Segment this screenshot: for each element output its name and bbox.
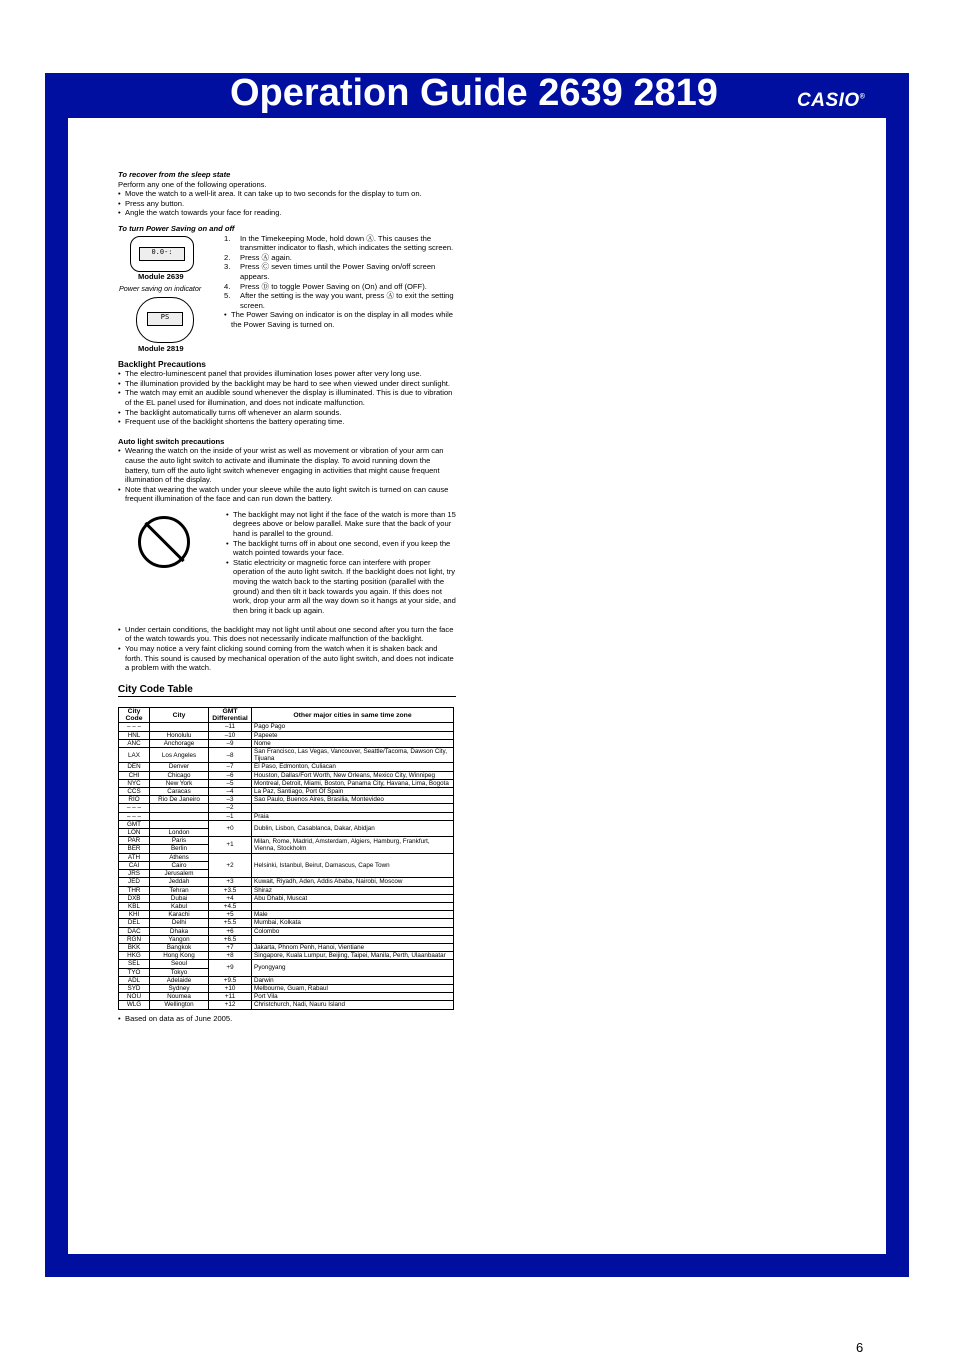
cell-code: SYD bbox=[119, 984, 150, 992]
step-item: 5. After the setting is the way you want, press Ⓐ to exit the setting screen. bbox=[224, 291, 456, 310]
cell-code: NYC bbox=[119, 779, 150, 787]
step-item: 4. Press Ⓓ to toggle Power Saving on (On) and off (OFF). bbox=[224, 282, 456, 292]
cell-other: Papeete bbox=[252, 731, 454, 739]
cell-city: Bangkok bbox=[150, 943, 209, 951]
table-row bbox=[119, 1001, 454, 1009]
cell-other: Abu Dhabi, Muscat bbox=[252, 894, 454, 902]
cell-code: – – – bbox=[119, 804, 150, 812]
step-item: 3. Press Ⓒ seven times until the Power Saving on/off screen appears. bbox=[224, 262, 456, 281]
cell-other: Nome bbox=[252, 739, 454, 747]
cell-gmt: +9.5 bbox=[209, 976, 252, 984]
cell-other: Kuwait, Riyadh, Aden, Addis Ababa, Nairobi, Moscow bbox=[252, 878, 454, 886]
city-table-heading: City Code Table bbox=[118, 685, 456, 698]
cell-gmt: –8 bbox=[209, 748, 252, 763]
cell-gmt: –2 bbox=[209, 804, 252, 812]
cell-city: Rio De Janeiro bbox=[150, 796, 209, 804]
cell-other: Port Vila bbox=[252, 993, 454, 1001]
cell-gmt: +6.5 bbox=[209, 935, 252, 943]
power-saving-note bbox=[224, 310, 456, 329]
cell-other: El Paso, Edmonton, Culiacan bbox=[252, 763, 454, 771]
cell-city bbox=[150, 820, 209, 828]
cell-city: Athens bbox=[150, 853, 209, 861]
module-2639-caption: Module 2639 bbox=[138, 271, 184, 281]
table-row bbox=[119, 837, 454, 845]
cell-gmt: –9 bbox=[209, 739, 252, 747]
list-item: • Note that wearing the watch under your sleeve while the auto light switch is turned on can cause frequent illumination of the face and can run down the battery. bbox=[118, 485, 456, 504]
power-saving-steps bbox=[224, 234, 456, 330]
list-item: • You may notice a very faint clicking sound coming from the watch when it is shaken back and forth. This sound is caused by mechanical operation of the auto light switch, and does not indicate a problem with the watch. bbox=[118, 644, 456, 673]
cell-city: Dubai bbox=[150, 894, 209, 902]
cell-other: Shiraz bbox=[252, 886, 454, 894]
list-item: • Move the watch to a well-lit area. It can take up to two seconds for the display to turn on. bbox=[118, 189, 456, 199]
page-title: Operation Guide 2639 2819 bbox=[230, 72, 718, 114]
cell-city: Wellington bbox=[150, 1001, 209, 1009]
cell-code: JED bbox=[119, 878, 150, 886]
cell-code: ANC bbox=[119, 739, 150, 747]
table-row bbox=[119, 894, 454, 902]
cell-city: Anchorage bbox=[150, 739, 209, 747]
cell-city: Los Angeles bbox=[150, 748, 209, 763]
list-item: • The watch may emit an audible sound whenever the display is illuminated. This is due to vibration of the EL panel used for illumination, and does not indicate malfunction. bbox=[118, 388, 456, 407]
cell-code: CAI bbox=[119, 861, 150, 869]
cell-gmt: +4.5 bbox=[209, 902, 252, 910]
steps-list bbox=[224, 234, 456, 311]
watch-lcd: PS bbox=[147, 312, 183, 326]
page-number: 6 bbox=[856, 1340, 864, 1355]
cell-code: LON bbox=[119, 829, 150, 837]
cell-city: Tokyo bbox=[150, 968, 209, 976]
main-column bbox=[118, 170, 456, 1023]
table-row bbox=[119, 886, 454, 894]
cell-city: New York bbox=[150, 779, 209, 787]
cell-gmt: +9 bbox=[209, 960, 252, 976]
auto-light-list bbox=[118, 446, 456, 504]
city-code-table bbox=[118, 707, 454, 1009]
table-row bbox=[119, 723, 454, 731]
watch-figures bbox=[118, 234, 226, 354]
cell-gmt: +5.5 bbox=[209, 919, 252, 927]
cell-code: WLG bbox=[119, 1001, 150, 1009]
list-item: • The electro-luminescent panel that provides illumination loses power after very long use. bbox=[118, 369, 456, 379]
table-row bbox=[119, 952, 454, 960]
cell-gmt: –10 bbox=[209, 731, 252, 739]
power-saving-block bbox=[118, 234, 456, 354]
cell-city: Delhi bbox=[150, 919, 209, 927]
col-city: City bbox=[150, 708, 209, 723]
cell-city: Karachi bbox=[150, 911, 209, 919]
cell-gmt: –4 bbox=[209, 788, 252, 796]
no-watch-tilt-icon bbox=[138, 516, 190, 568]
list-item: • The backlight may not light if the face of the watch is more than 15 degrees above or below parallel. Make sure that the back of your hand is parallel to the ground. bbox=[226, 510, 456, 539]
cell-code: RIO bbox=[119, 796, 150, 804]
cell-code: KHI bbox=[119, 911, 150, 919]
cell-code: HKG bbox=[119, 952, 150, 960]
cell-gmt: +5 bbox=[209, 911, 252, 919]
table-row bbox=[119, 976, 454, 984]
cell-other: Melbourne, Guam, Rabaul bbox=[252, 984, 454, 992]
cell-other: Dublin, Lisbon, Casablanca, Dakar, Abidjan bbox=[252, 820, 454, 836]
cell-city: Sydney bbox=[150, 984, 209, 992]
cell-city: Honolulu bbox=[150, 731, 209, 739]
step-item: 2. Press Ⓐ again. bbox=[224, 253, 456, 263]
module-2819-caption: Module 2819 bbox=[138, 343, 184, 353]
table-row bbox=[119, 812, 454, 820]
cell-other: San Francisco, Las Vegas, Vancouver, Seattle/Tacoma, Dawson City, Tijuana bbox=[252, 748, 454, 763]
col-gmt: GMT Differential bbox=[209, 708, 252, 723]
cell-gmt: +8 bbox=[209, 952, 252, 960]
cell-code: GMT bbox=[119, 820, 150, 828]
cell-gmt: –3 bbox=[209, 796, 252, 804]
sleep-heading: To recover from the sleep state bbox=[118, 170, 231, 179]
cell-gmt: +11 bbox=[209, 993, 252, 1001]
cell-code: RGN bbox=[119, 935, 150, 943]
cell-gmt: +4 bbox=[209, 894, 252, 902]
cell-other: Male bbox=[252, 911, 454, 919]
table-row bbox=[119, 779, 454, 787]
cell-other: Sao Paulo, Buenos Aires, Brasilia, Montevideo bbox=[252, 796, 454, 804]
power-saving-indicator-caption: Power saving on indicator bbox=[119, 283, 202, 293]
cell-other: Helsinki, Istanbul, Beirut, Damascus, Cape Town bbox=[252, 853, 454, 878]
list-item: • The illumination provided by the backlight may be hard to see when viewed under direct sunlight. bbox=[118, 379, 456, 389]
cell-other: Mumbai, Kolkata bbox=[252, 919, 454, 927]
table-row bbox=[119, 853, 454, 861]
cell-other: Pyongyang bbox=[252, 960, 454, 976]
backlight-heading: Backlight Precautions bbox=[118, 358, 206, 369]
auto-light-heading: Auto light switch precautions bbox=[118, 436, 225, 446]
cell-city: Seoul bbox=[150, 960, 209, 968]
cell-code: – – – bbox=[119, 723, 150, 731]
cell-code: PAR bbox=[119, 837, 150, 845]
cell-gmt: –5 bbox=[209, 779, 252, 787]
cell-code: NOU bbox=[119, 993, 150, 1001]
cell-city: Berlin bbox=[150, 845, 209, 853]
auto-light-side-notes bbox=[226, 510, 456, 616]
table-row bbox=[119, 739, 454, 747]
table-row bbox=[119, 771, 454, 779]
cell-other bbox=[252, 902, 454, 910]
cell-other: Montreal, Detroit, Miami, Boston, Panama City, Havana, Lima, Bogota bbox=[252, 779, 454, 787]
cell-code: BER bbox=[119, 845, 150, 853]
cell-city: Paris bbox=[150, 837, 209, 845]
list-item: • Wearing the watch on the inside of your wrist as well as movement or vibration of your arm can cause the auto light switch to activate and illuminate the display. To avoid running down the battery, turn off the auto light switch whenever engaging in activities that might cause frequent illumination of the display. bbox=[118, 446, 456, 484]
cell-gmt: +2 bbox=[209, 853, 252, 878]
table-note bbox=[118, 1014, 456, 1024]
cell-code: DEL bbox=[119, 919, 150, 927]
cell-city: Yangon bbox=[150, 935, 209, 943]
cell-gmt: –7 bbox=[209, 763, 252, 771]
cell-code: JRS bbox=[119, 870, 150, 878]
cell-city: Jeddah bbox=[150, 878, 209, 886]
cell-city bbox=[150, 804, 209, 812]
cell-gmt: +1 bbox=[209, 837, 252, 853]
cell-code: BKK bbox=[119, 943, 150, 951]
cell-gmt: –1 bbox=[209, 812, 252, 820]
col-other-cities: Other major cities in same time zone bbox=[252, 708, 454, 723]
cell-other: Milan, Rome, Madrid, Amsterdam, Algiers, Hamburg, Frankfurt, Vienna, Stockholm bbox=[252, 837, 454, 853]
cell-code: DXB bbox=[119, 894, 150, 902]
cell-other: Houston, Dallas/Fort Worth, New Orleans, Mexico City, Winnipeg bbox=[252, 771, 454, 779]
table-row bbox=[119, 927, 454, 935]
cell-code: DEN bbox=[119, 763, 150, 771]
list-item: • Based on data as of June 2005. bbox=[118, 1014, 456, 1024]
cell-code: THR bbox=[119, 886, 150, 894]
table-row bbox=[119, 788, 454, 796]
cell-other: Praia bbox=[252, 812, 454, 820]
table-row bbox=[119, 804, 454, 812]
table-row bbox=[119, 748, 454, 763]
table-row bbox=[119, 935, 454, 943]
cell-gmt: +12 bbox=[209, 1001, 252, 1009]
watch-lcd: 0.0-: bbox=[139, 247, 185, 261]
cell-city: London bbox=[150, 829, 209, 837]
cell-other: Pago Pago bbox=[252, 723, 454, 731]
step-item: 1. In the Timekeeping Mode, hold down Ⓐ. This causes the transmitter indicator to flash, which indicates the setting screen. bbox=[224, 234, 456, 253]
cell-code: SEL bbox=[119, 960, 150, 968]
col-city-code: City Code bbox=[119, 708, 150, 723]
cell-other: Singapore, Kuala Lumpur, Beijing, Taipei, Manila, Perth, Ulaanbaatar bbox=[252, 952, 454, 960]
cell-other: Colombo bbox=[252, 927, 454, 935]
cell-city: Caracas bbox=[150, 788, 209, 796]
watch-2819-illustration bbox=[136, 297, 194, 343]
backlight-list bbox=[118, 369, 456, 427]
table-row bbox=[119, 993, 454, 1001]
cell-code: HNL bbox=[119, 731, 150, 739]
list-item: • Under certain conditions, the backlight may not light until about one second after you turn the face of the watch towards you. This does not necessarily indicate malfunction of the backlight. bbox=[118, 625, 456, 644]
cell-other: La Paz, Santiago, Port Of Spain bbox=[252, 788, 454, 796]
table-row bbox=[119, 731, 454, 739]
cell-city: Dhaka bbox=[150, 927, 209, 935]
cell-code: TYO bbox=[119, 968, 150, 976]
list-item: • Press any button. bbox=[118, 199, 456, 209]
auto-light-after-list bbox=[118, 625, 456, 673]
table-row bbox=[119, 943, 454, 951]
brand-logo: CASIO® bbox=[797, 90, 866, 111]
city-table-body bbox=[119, 723, 454, 1009]
power-saving-heading: To turn Power Saving on and off bbox=[118, 223, 235, 233]
table-row bbox=[119, 960, 454, 968]
cell-other bbox=[252, 935, 454, 943]
list-item: • The backlight automatically turns off whenever an alarm sounds. bbox=[118, 408, 456, 418]
table-header-row bbox=[119, 708, 454, 723]
cell-other bbox=[252, 804, 454, 812]
side-list bbox=[226, 510, 456, 616]
list-item: • Static electricity or magnetic force can interfere with proper operation of the auto light switch. If the backlight does not light, try moving the watch back to the starting position (parallel with the ground) and then tilt it back towards you again. If this does not work, drop your arm all the way down so it hangs at your side, and then bring it back up again. bbox=[226, 558, 456, 616]
cell-code: ATH bbox=[119, 853, 150, 861]
cell-other: Christchurch, Nadi, Nauru Island bbox=[252, 1001, 454, 1009]
cell-gmt: –6 bbox=[209, 771, 252, 779]
sleep-list bbox=[118, 189, 456, 218]
cell-other: Jakarta, Phnom Penh, Hanoi, Vientiane bbox=[252, 943, 454, 951]
list-item: • Frequent use of the backlight shortens the battery operating time. bbox=[118, 417, 456, 427]
cell-code: ADL bbox=[119, 976, 150, 984]
cell-gmt: +6 bbox=[209, 927, 252, 935]
table-row bbox=[119, 984, 454, 992]
cell-city: Noumea bbox=[150, 993, 209, 1001]
table-row bbox=[119, 911, 454, 919]
cell-gmt: +10 bbox=[209, 984, 252, 992]
watch-2639-illustration bbox=[130, 236, 194, 272]
cell-city: Hong Kong bbox=[150, 952, 209, 960]
auto-light-figure-block bbox=[118, 510, 456, 625]
cell-code: DAC bbox=[119, 927, 150, 935]
cell-code: LAX bbox=[119, 748, 150, 763]
cell-gmt: –11 bbox=[209, 723, 252, 731]
cell-city: Denver bbox=[150, 763, 209, 771]
cell-gmt: +3.5 bbox=[209, 886, 252, 894]
cell-code: CHI bbox=[119, 771, 150, 779]
sleep-intro: Perform any one of the following operations. bbox=[118, 179, 267, 189]
cell-code: – – – bbox=[119, 812, 150, 820]
list-item: • The Power Saving on indicator is on the display in all modes while the Power Saving is turned on. bbox=[224, 310, 456, 329]
cell-code: KBL bbox=[119, 902, 150, 910]
cell-gmt: +3 bbox=[209, 878, 252, 886]
table-row bbox=[119, 763, 454, 771]
table-row bbox=[119, 902, 454, 910]
table-row bbox=[119, 796, 454, 804]
list-item: • The backlight turns off in about one second, even if you keep the watch pointed towards your face. bbox=[226, 539, 456, 558]
cell-other: Darwin bbox=[252, 976, 454, 984]
cell-city: Jerusalem bbox=[150, 870, 209, 878]
cell-city: Kabul bbox=[150, 902, 209, 910]
list-item: • Angle the watch towards your face for reading. bbox=[118, 208, 456, 218]
content-area bbox=[68, 118, 886, 1355]
cell-gmt: +0 bbox=[209, 820, 252, 836]
table-row bbox=[119, 878, 454, 886]
cell-city bbox=[150, 723, 209, 731]
cell-city bbox=[150, 812, 209, 820]
cell-city: Adelaide bbox=[150, 976, 209, 984]
table-row bbox=[119, 919, 454, 927]
cell-city: Chicago bbox=[150, 771, 209, 779]
cell-gmt: +7 bbox=[209, 943, 252, 951]
cell-city: Tehran bbox=[150, 886, 209, 894]
cell-city: Cairo bbox=[150, 861, 209, 869]
cell-code: CCS bbox=[119, 788, 150, 796]
table-row bbox=[119, 820, 454, 828]
